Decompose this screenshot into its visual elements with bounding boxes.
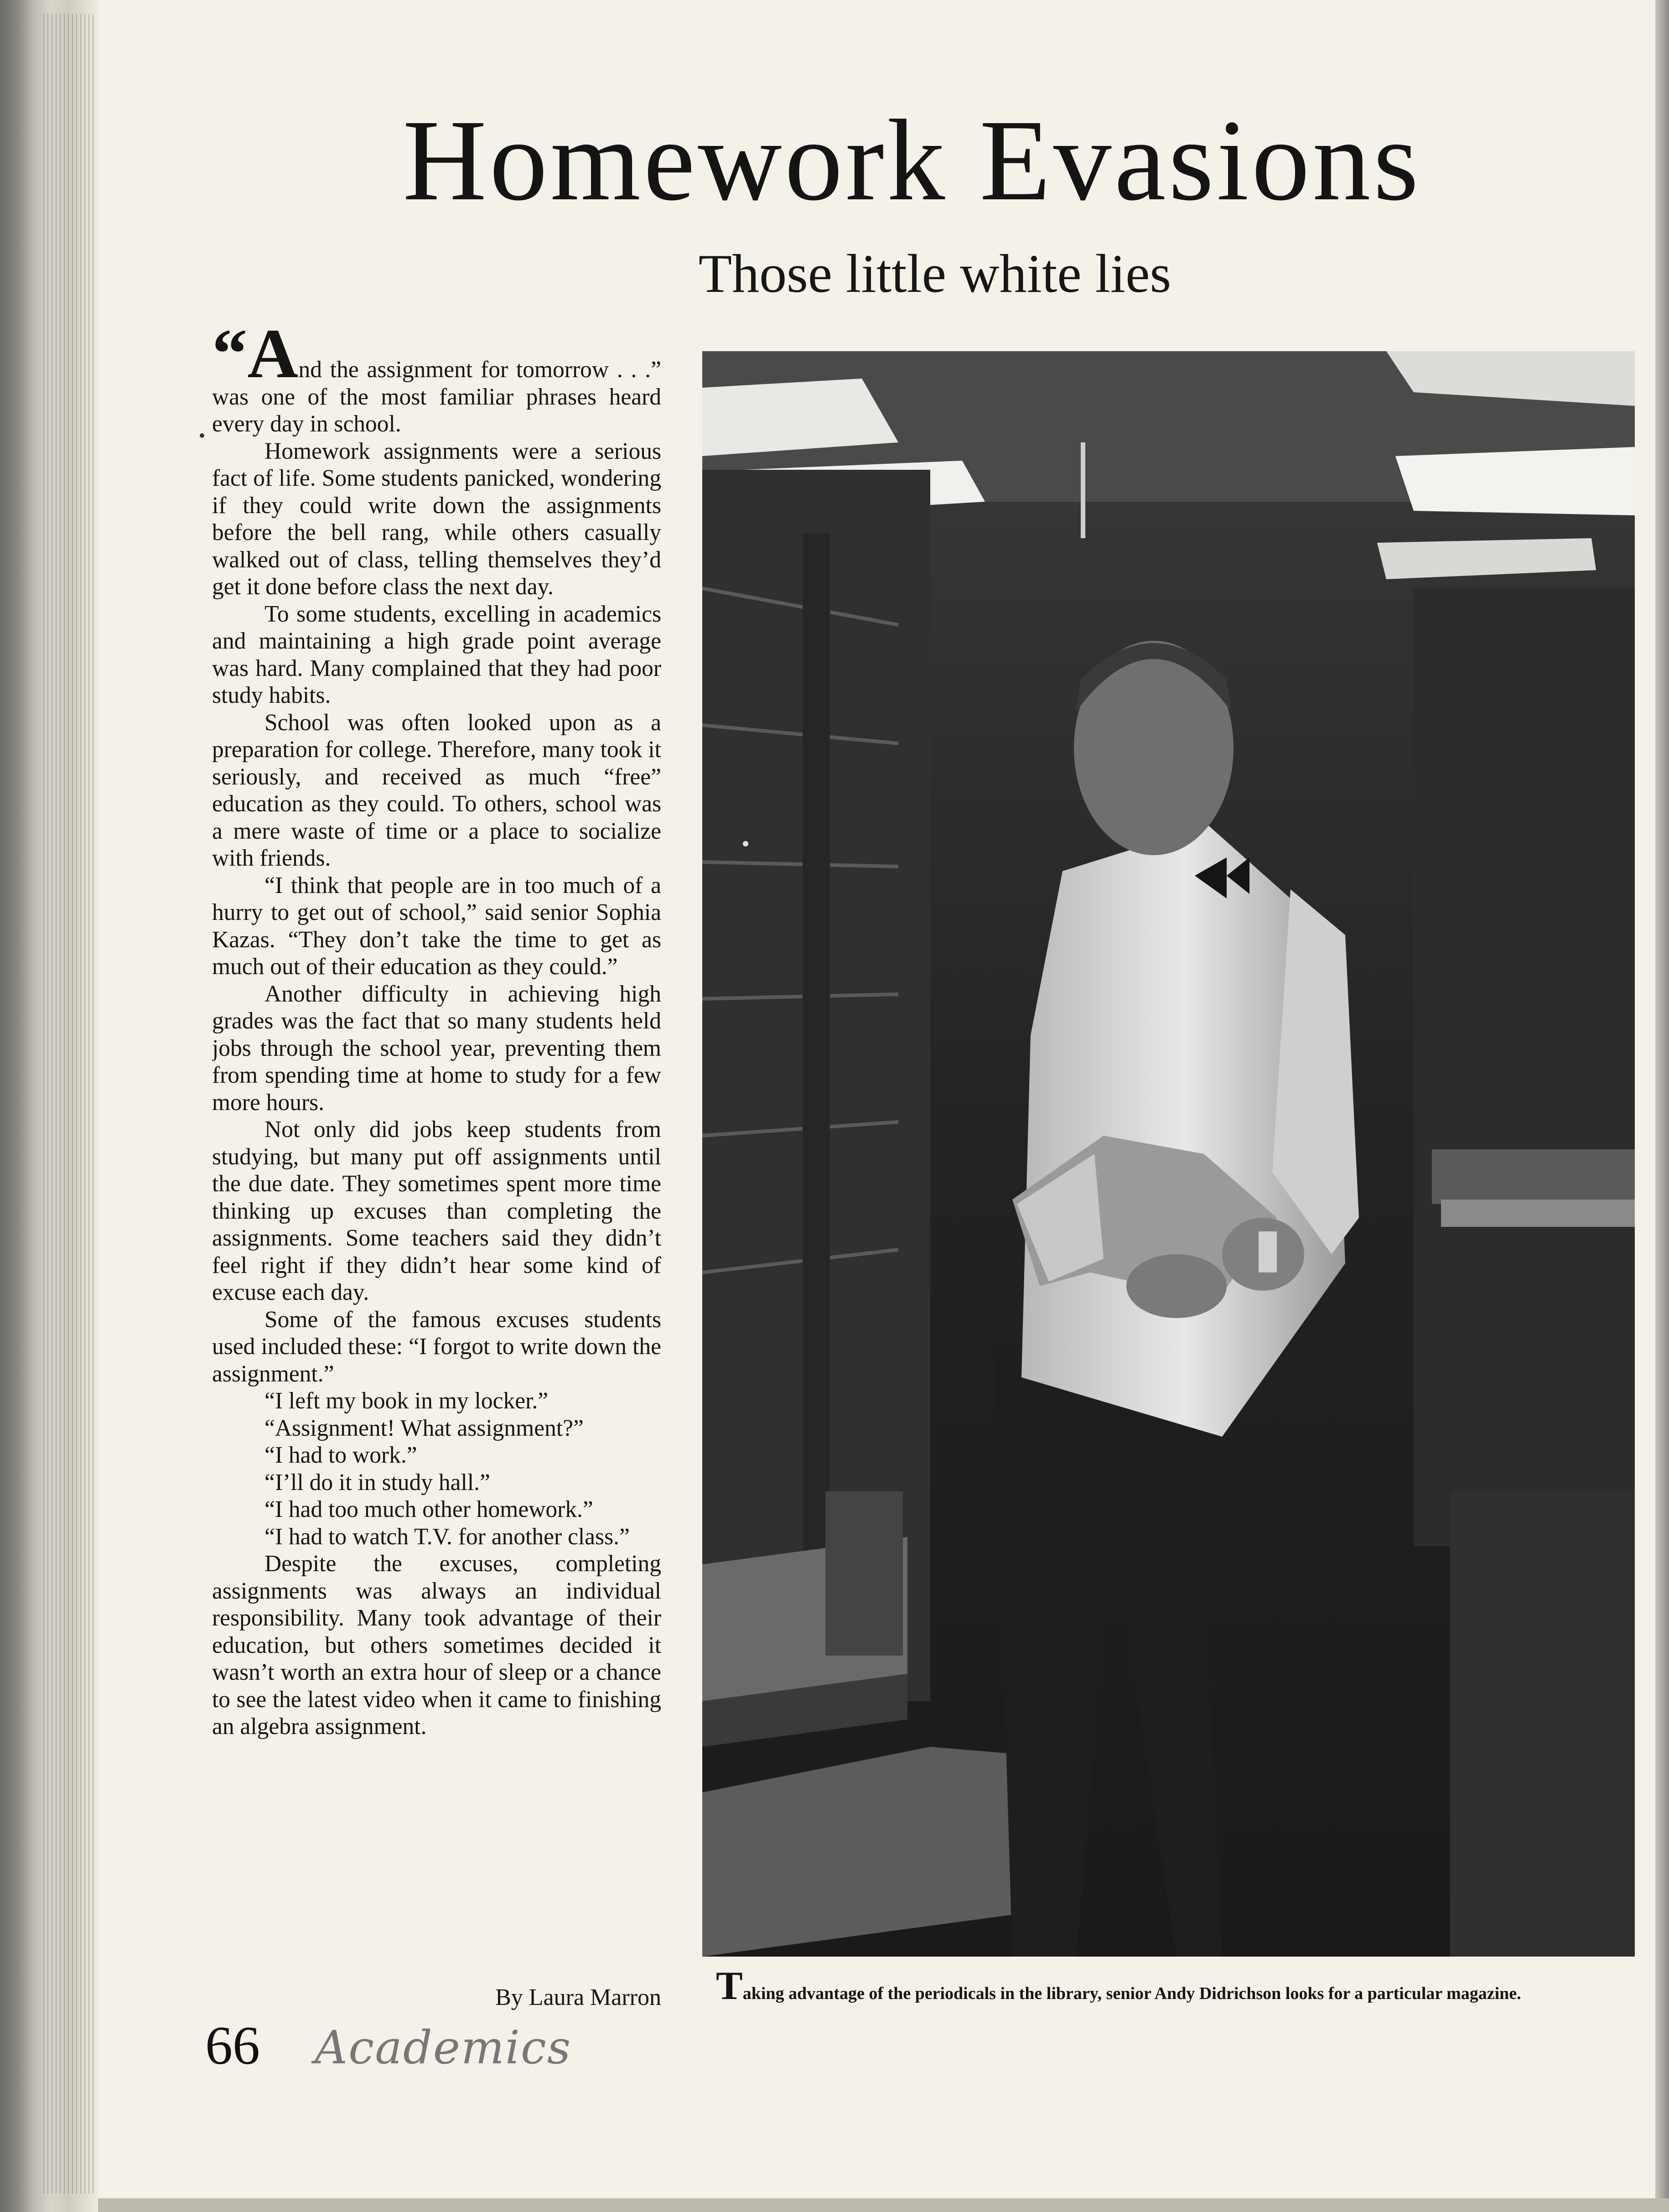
library-photo: [702, 351, 1635, 1957]
caption-dropcap: T: [716, 1964, 743, 2008]
photo-caption: [716, 1964, 1633, 2008]
page-title: Homework Evasions: [403, 96, 1421, 225]
section-signature: Academics: [315, 2021, 572, 2074]
caption-text: aking advantage of the periodicals in the library, senior Andy Didrichson looks for a particular magazine.: [742, 1984, 1521, 2003]
article-paragraph: School was often looked upon as a preparation for college. Therefore, many took it seriously, and received as much “free” education as they could. To others, school was a mere waste of time or a place to socialize with friends.: [212, 709, 661, 871]
article-paragraph-text: nd the assignment for tomorrow . . .” was one of the most familiar phrases heard every day in school.: [212, 357, 661, 437]
article-paragraph: To some students, excelling in academics and maintaining a high grade point average was hard. Many complained that they had poor study habits.: [212, 601, 661, 708]
article-paragraph: “I left my book in my locker.”: [264, 1388, 549, 1414]
article-paragraph: “Assignment! What assignment?”: [264, 1415, 584, 1441]
article-paragraph: Not only did jobs keep students from studying, but many put off assignments until the due date. They sometimes spent more time thinking up excuses than completing the assignments. Some teachers said they didn’t feel right if they didn’t hear some kind of excuse each day.: [212, 1116, 661, 1305]
book-binding-edge: [0, 0, 98, 2212]
article-paragraph: “I had to work.”: [264, 1442, 417, 1468]
article-paragraph: Another difficulty in achieving high grades was the fact that so many students held jobs through the school year, preventing them from spending time at home to study for a few more hours.: [212, 981, 661, 1116]
photo-illustration: [702, 351, 1635, 1957]
page-right-edge: [1655, 0, 1669, 2212]
article-paragraph: Homework assignments were a serious fact of life. Some students panicked, wondering if they could write down the assignments before the bell rang, while others casually walked out of class, telling themselves they’d get it done before class the next day.: [212, 438, 661, 600]
article-paragraph: [212, 331, 661, 438]
article-paragraph: “I had too much other homework.”: [264, 1496, 593, 1522]
ceiling-light: [1395, 447, 1635, 515]
article-paragraph: “I’ll do it in study hall.”: [264, 1469, 490, 1495]
article-byline: By Laura Marron: [495, 1984, 661, 2010]
article-body: [212, 331, 661, 1982]
dropcap-quote: “: [212, 331, 248, 393]
page-subtitle: Those little white lies: [698, 243, 1171, 304]
article-paragraph: Despite the excuses, completing assignments was always an individual responsibility. Many took advantage of their education, but others sometimes decided it wasn’t worth an extra hour of sleep or a chance to see the latest video when it came to finishing an algebra assignment.: [212, 1551, 661, 1739]
page-stack-lines: [43, 14, 93, 2194]
article-paragraph: Some of the famous excuses students used included these: “I forgot to write down the assignment.”: [212, 1306, 661, 1387]
page-bottom-edge: [98, 2198, 1669, 2212]
dropcap-letter: A: [247, 331, 299, 393]
bookshelf: [1414, 588, 1635, 1546]
page-number: 66: [205, 2015, 260, 2076]
article-paragraph: “I had to watch T.V. for another class.”: [264, 1523, 630, 1550]
article-paragraph: “I think that people are in too much of a hurry to get out of school,” said senior Sophia Kazas. “They don’t take the time to get as much out of their education as they could.”: [212, 872, 661, 980]
print-speck: [200, 433, 204, 438]
